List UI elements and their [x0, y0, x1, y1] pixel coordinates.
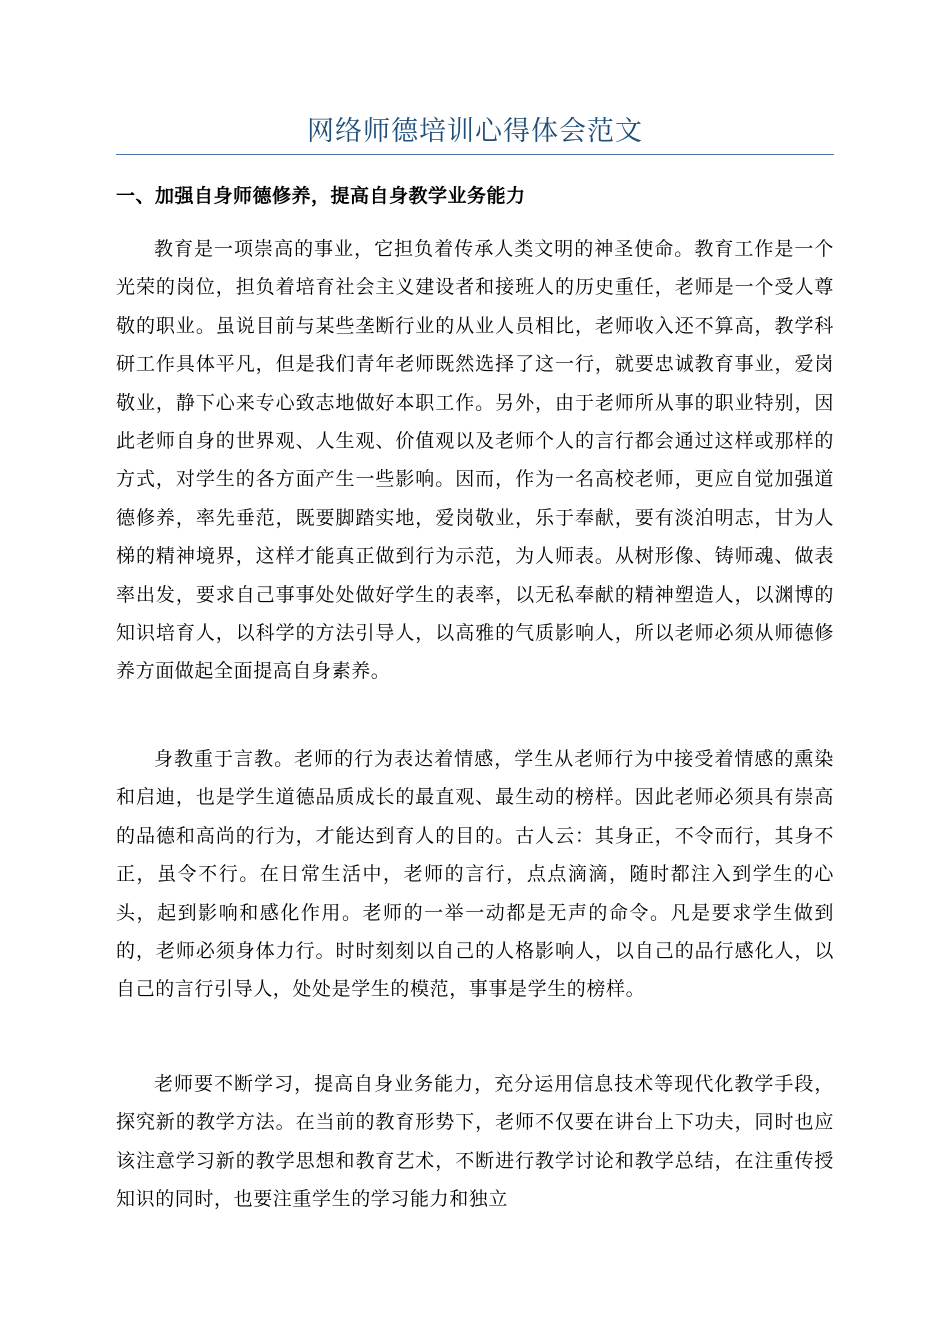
- body-paragraph-2: 身教重于言教。老师的行为表达着情感，学生从老师行为中接受着情感的熏染和启迪，也是学生道德品质成长的最直观、最生动的榜样。因此老师必须具有崇高的品德和高尚的行为，才能达到育人的目的。古人云：其身正，不令而行，其身不正，虽令不行。在日常生活中，老师的言行，点点滴滴，随时都注入到学生的心头，起到影响和感化作用。老师的一举一动都是无声的命令。凡是要求学生做到的，老师必须身体力行。时时刻刻以自己的人格影响人，以自己的品行感化人，以自己的言行引导人，处处是学生的模范，事事是学生的榜样。: [116, 748, 834, 1001]
- document-title: 网络师德培训心得体会范文: [307, 116, 643, 147]
- section-heading: 一、加强自身师德修养，提高自身教学业务能力: [116, 185, 526, 207]
- title-underline: [116, 154, 834, 155]
- body-paragraph-1: 教育是一项崇高的事业，它担负着传承人类文明的神圣使命。教育工作是一个光荣的岗位，担负着培育社会主义建设者和接班人的历史重任，老师是一个受人尊敬的职业。虽说目前与某些垄断行业的从业人员相比，老师收入还不算高，教学科研工作具体平凡，但是我们青年老师既然选择了这一行，就要忠诚教育事业，爱岗敬业，静下心来专心致志地做好本职工作。另外，由于老师所从事的职业特别，因此老师自身的世界观、人生观、价值观以及老师个人的言行都会通过这样或那样的方式，对学生的各方面产生一些影响。因而，作为一名高校老师，更应自觉加强道德修养，率先垂范，既要脚踏实地，爱岗敬业，乐于奉献，要有淡泊明志，甘为人梯的精神境界，这样才能真正做到行为示范，为人师表。从树形像、铸师魂、做表率出发，要求自己事事处处做好学生的表率，以无私奉献的精神塑造人，以渊博的知识培育人，以科学的方法引导人，以高雅的气质影响人，所以老师必须从师德修养方面做起全面提高自身素养。: [116, 238, 834, 683]
- body-paragraph-3: 老师要不断学习，提高自身业务能力，充分运用信息技术等现代化教学手段，探究新的教学方法。在当前的教育形势下，老师不仅要在讲台上下功夫，同时也应该注意学习新的教学思想和教育艺术，不断进行教学讨论和教学总结，在注重传授知识的同时，也要注重学生的学习能力和独立: [116, 1073, 834, 1211]
